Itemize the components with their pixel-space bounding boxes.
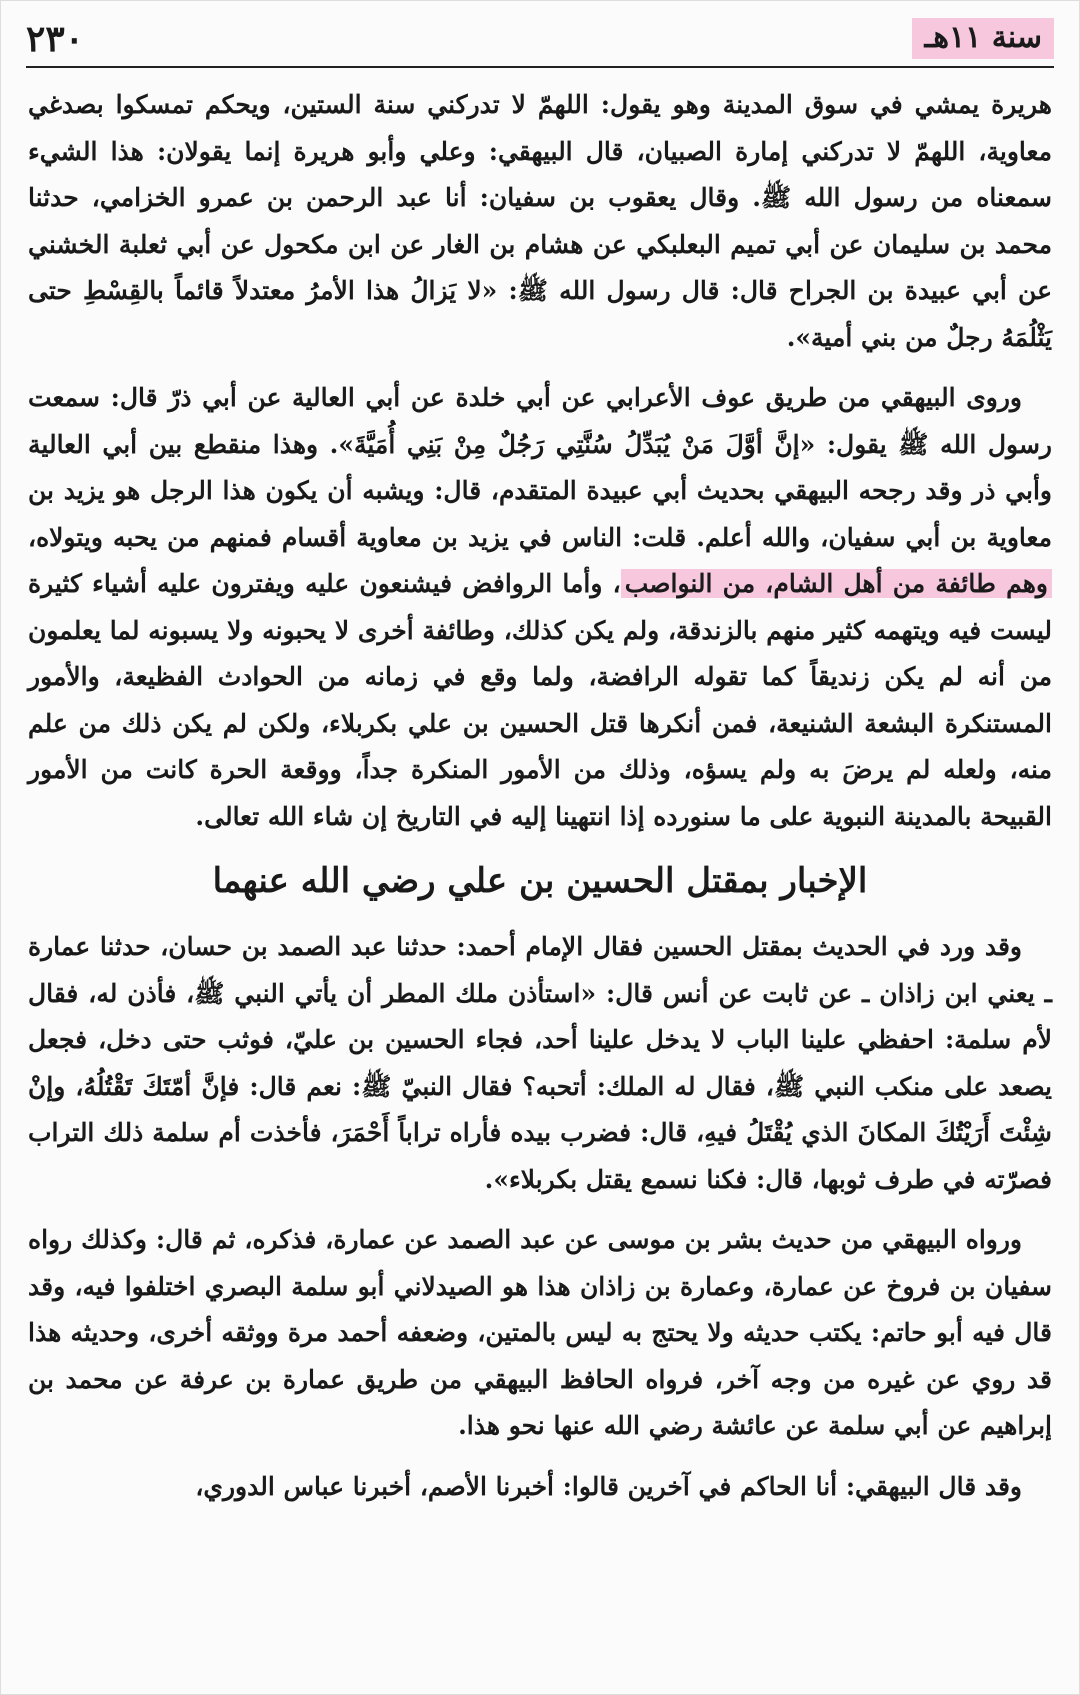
section-heading: الإخبار بمقتل الحسين بن علي رضي الله عنهما [212, 861, 868, 901]
header-divider [26, 66, 1054, 68]
paragraph-2-part-2: ، وأما الروافض فيشنعون عليه ويفترون عليه أشياء كثيرة ليست فيه ويتهمه كثير منهم بالزندقة، ولم يكن كذلك، وطائفة أخرى لا يحبونه ولا يسبونه لما يعلمون من أنه لم يكن زنديقاً كما تقوله الرافضة، ولما وقع في زمانه من الحوادث الفظيعة، والأمور المستنكرة البشعة الشنيعة، فمن أنكرها قتل الحسين بن علي بكربلاء، ولكن لم يكن ذلك من علم منه، ولعله لم يرضَ به ولم يسؤه، وذلك من الأمور المنكرة جداً، ووقعة الحرة كانت من الأمور القبيحة بالمدينة النبوية على ما سنورده إذا انتهينا إليه في التاريخ إن شاء الله تعالى. [28, 569, 1052, 831]
paragraph-4: ورواه البيهقي من حديث بشر بن موسى عن عبد الصمد عن عمارة، فذكره، ثم قال: وكذلك رواه سفيان بن فروخ عن عمارة، وعمارة بن زاذان هذا هو الصيدلاني أبو سلمة البصري اختلفوا فيه، وقد قال فيه أبو حاتم: يكتب حديثه ولا يحتج به ليس بالمتين، وضعفه أحمد مرة ووثقه أخرى، وحديثه هذا قد روي عن غيره من وجه آخر، فرواه الحافظ البيهقي من طريق عمارة بن عرفة عن محمد بن إبراهيم عن أبي سلمة عن عائشة رضي الله عنها نحو هذا. [28, 1225, 1052, 1440]
paragraph-5: وقد قال البيهقي: أنا الحاكم في آخرين قالوا: أخبرنا الأصم، أخبرنا عباس الدوري، [195, 1471, 1022, 1501]
page-header [26, 14, 1054, 70]
paragraph-2-part-1: وروى البيهقي من طريق عوف الأعرابي عن أبي خلدة عن أبي العالية عن أبي ذرّ قال: سمعت رسول الله ﷺ يقول: «إنَّ أوَّلَ مَنْ يُبَدِّلُ سُنَّتِي رَجُلٌ مِنْ بَنِي أُمَيَّةَ». وهذا منقطع بين أبي العالية وأبي ذر وقد رجحه البيهقي بحديث أبي عبيدة المتقدم، قال: ويشبه أن يكون هذا الرجل هو يزيد بن معاوية بن أبي سفيان، والله أعلم. قلت: الناس في يزيد بن معاوية أقسام فمنهم من يحبه ويتولاه، [28, 383, 1052, 552]
paragraph-1: هريرة يمشي في سوق المدينة وهو يقول: اللهمّ لا تدركني سنة الستين، ويحكم تمسكوا بصدغي معاوية، اللهمّ لا تدركني إمارة الصبيان، قال البيهقي: وعلي وأبو هريرة إنما يقولان: هذا الشيء سمعناه من رسول الله ﷺ. وقال يعقوب بن سفيان: أنا عبد الرحمن بن عمرو الخزامي، حدثنا محمد بن سليمان عن أبي تميم البعلبكي عن هشام بن الغار عن ابن مكحول عن أبي ثعلبة الخشني عن أبي عبيدة بن الجراح قال: قال رسول الله ﷺ: «لا يَزالُ هذا الأمرُ معتدلاً قائماً بالقِسْطِ حتى يَثْلُمَهُ رجلٌ من بني أمية». [28, 90, 1053, 352]
paragraph-3: وقد ورد في الحديث بمقتل الحسين فقال الإمام أحمد: حدثنا عبد الصمد بن حسان، حدثنا عمارة ـ يعني ابن زاذان ـ عن ثابت عن أنس قال: «استأذن ملك المطر أن يأتي النبي ﷺ، فأذن له، فقال لأم سلمة: احفظي علينا الباب لا يدخل علينا أحد، فجاء الحسين بن عليّ، فوثب حتى دخل، فجعل يصعد على منكب النبي ﷺ، فقال له الملك: أتحبه؟ فقال النبيّ ﷺ: نعم قال: فإنَّ أمّتَكَ تَقْتُلُهُ، وإنْ شِئْتَ أَرَيْتُكَ المكانَ الذي يُقْتَلُ فيهِ، قال: فضرب بيده فأراه تراباً أَحْمَرَ، فأخذت أم سلمة ذلك التراب فصرّته في طرف ثوبها، قال: فكنا نسمع يقتل بكربلاء». [28, 932, 1053, 1194]
highlighted-text: وهم طائفة من أهل الشام، من النواصب [621, 569, 1052, 598]
year-label: سنة ١١هـ [912, 18, 1054, 59]
paragraph-2 [28, 375, 1052, 840]
page-body [28, 82, 1052, 1520]
page-number: ٢٣٠ [26, 18, 85, 60]
